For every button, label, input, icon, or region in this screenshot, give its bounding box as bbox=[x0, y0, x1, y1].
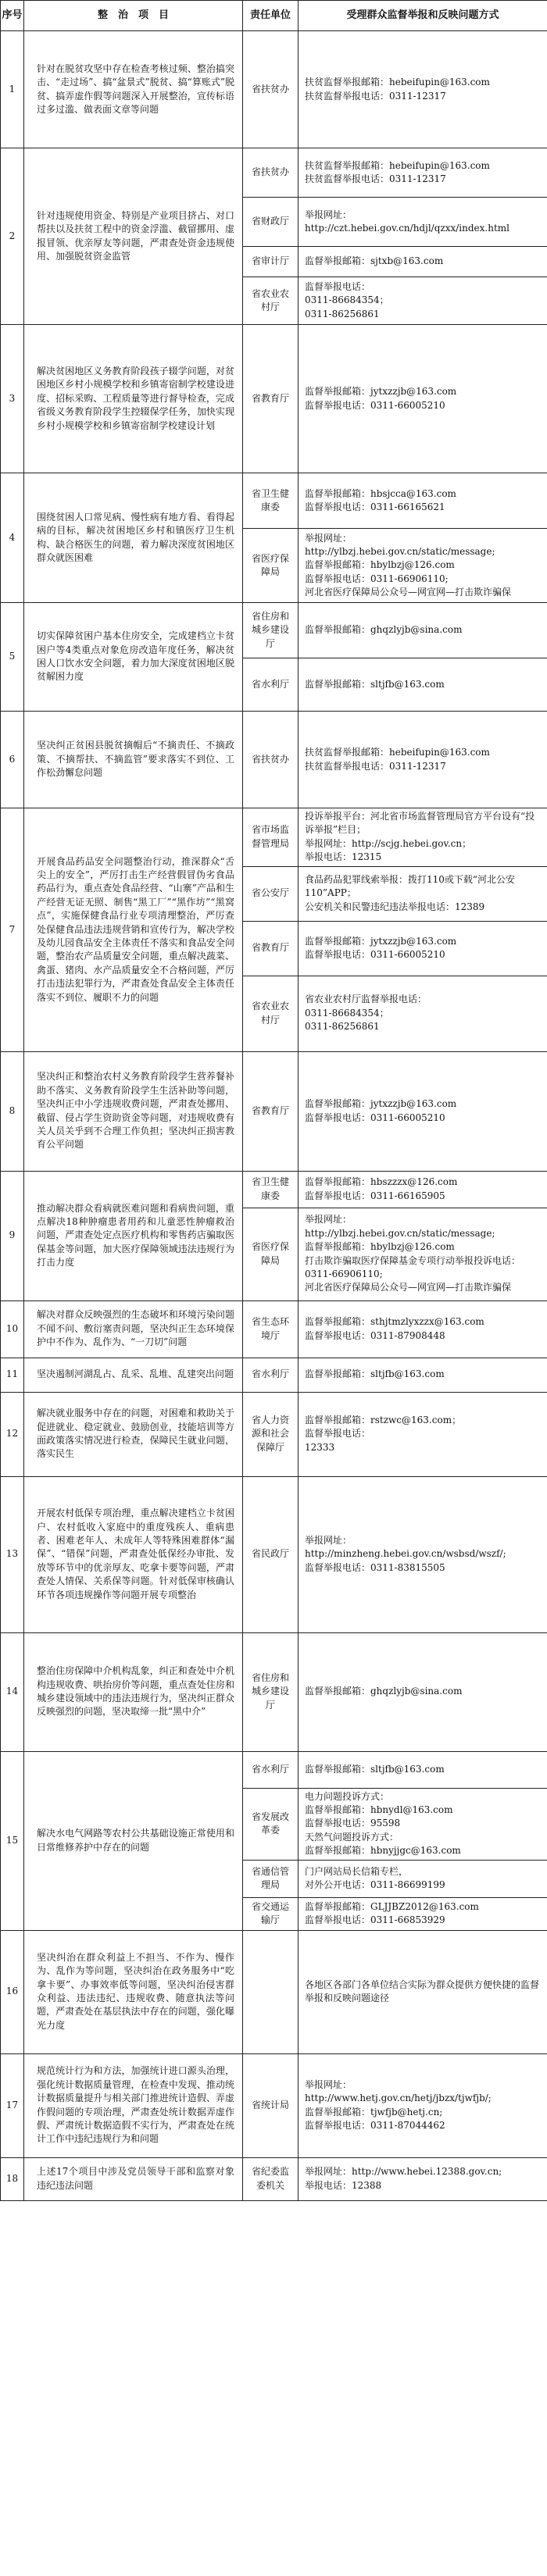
responsible-unit: 省教育厅 bbox=[243, 325, 299, 473]
report-contact bbox=[299, 2053, 547, 2157]
table-row bbox=[1, 808, 547, 867]
rectification-item: 坚决纠正贫困县脱贫摘帽后“不摘责任、不摘政策、不摘帮扶、不摘监管”要求落实不到位、工作松劲懈怠问题 bbox=[24, 712, 243, 808]
report-contact bbox=[299, 712, 547, 808]
table-row bbox=[1, 603, 547, 658]
contact-line: 监督举报电话：0311-83815505 bbox=[305, 1561, 445, 1573]
row-number: 5 bbox=[1, 603, 24, 712]
contact-line: 举报电话：12315 bbox=[305, 851, 382, 863]
rectification-item: 规范统计行为和方法，加强统计进口源头治理，强化统计数据质量管理，在检查中发现、推动统计数据质量提升与相关部门推进统计造假、弄虚作假问题的专项治理，严肃查处统计数据弄虚作假、严肃统计数据造假不实行为，严肃查处在统计工作中违纪违规行为和问题 bbox=[24, 2053, 243, 2157]
report-contact bbox=[299, 1171, 547, 1208]
rectification-item: 解决就业服务中存在的问题，对困难和救助关于促进就业、稳定就业、鼓励创业，技能培训等方面政策落实情况进行检查，保障民生就业问题，落实民生 bbox=[24, 1392, 243, 1476]
rectification-item: 解决对群众反映强烈的生态破坏和环境污染问题不闻不问、敷衍塞责问题，坚决纠正生态环境保护中不作为、乱作为、“一刀切”问题 bbox=[24, 1300, 243, 1358]
table-row bbox=[1, 1476, 547, 1632]
table-row bbox=[1, 1051, 547, 1171]
contact-line: 监督举报邮箱：GLJJBZ2012@163.com bbox=[305, 1900, 479, 1912]
table-row bbox=[1, 473, 547, 529]
contact-line: 扶贫监督举报邮箱：hebeifupin@163.com bbox=[305, 159, 490, 171]
table-row bbox=[1, 712, 547, 808]
responsible-unit: 省教育厅 bbox=[243, 921, 299, 976]
report-contact bbox=[299, 1358, 547, 1392]
rectification-item: 上述17个项目中涉及党员领导干部和监察对象违纪违法问题 bbox=[24, 2157, 243, 2200]
rectification-item: 围绕贫困人口常见病、慢性病有地方看、看得起病的目标，解决贫困地区乡村和镇医疗卫生机构、缺合格医生的问题，着力解决深度贫困地区群众就医困难 bbox=[24, 473, 243, 603]
rectification-item: 解决水电气网路等农村公共基础设施正常使用和日常维修养护中存在的问题 bbox=[24, 1751, 243, 1930]
contact-line: 监督举报电话：0311-87908448 bbox=[305, 1329, 445, 1341]
contact-line: 监督举报邮箱：jytxzzjb@163.com bbox=[305, 1098, 457, 1110]
contact-line: 天然气问题投诉方式： bbox=[305, 1831, 399, 1843]
rectification-item: 切实保障贫困户基本住房安全，完成建档立卡贫困户等4类重点对象危房改造年度任务，解决贫困人口饮水安全问题，着力加大深度贫困地区脱贫解困力度 bbox=[24, 603, 243, 712]
report-contact bbox=[299, 1930, 547, 2053]
contact-line: 0311-86684354； bbox=[305, 1007, 389, 1019]
responsible-unit bbox=[243, 1930, 299, 2053]
contact-line: 电力问题投诉方式： bbox=[305, 1790, 390, 1802]
report-contact bbox=[299, 473, 547, 529]
report-contact bbox=[299, 1788, 547, 1860]
rectification-item: 推动解决群众看病就医难问题和看病贵问题，重点解决18种肿瘤患者用药和儿童恶性肿瘤救治问题，严肃查处定点医疗机构和零售药店骗取医保基金等问题，加大医疗保障领域违法违规行为打击力度 bbox=[24, 1171, 243, 1300]
report-contact bbox=[299, 325, 547, 473]
header-no: 序号 bbox=[1, 1, 24, 31]
row-number: 10 bbox=[1, 1300, 24, 1358]
report-contact bbox=[299, 1300, 547, 1358]
contact-line: 监督举报邮箱：jytxzzjb@163.com bbox=[305, 386, 457, 398]
contact-line: 河北省医疗保障局公众号—网宣网—打击欺诈骗保 bbox=[305, 587, 512, 598]
contact-line: 监督举报邮箱：hbylbzj@126.com bbox=[305, 559, 455, 571]
contact-line: 12333 bbox=[305, 1441, 335, 1453]
table-row bbox=[1, 1632, 547, 1751]
responsible-unit: 省生态环境厅 bbox=[243, 1300, 299, 1358]
report-contact bbox=[299, 1751, 547, 1788]
contact-line: 监督举报电话：0311-66005210 bbox=[305, 949, 445, 961]
contact-line: 监督举报邮箱：hbnydl@163.com bbox=[305, 1804, 453, 1815]
row-number: 7 bbox=[1, 808, 24, 1052]
contact-line: http://minzheng.hebei.gov.cn/wsbsd/wszf/; bbox=[305, 1548, 506, 1560]
report-contact bbox=[299, 31, 547, 148]
row-number: 18 bbox=[1, 2157, 24, 2200]
contact-line: http://ylbzj.hebei.gov.cn/static/message; bbox=[305, 545, 495, 557]
row-number: 6 bbox=[1, 712, 24, 808]
header-unit: 责任单位 bbox=[243, 1, 299, 31]
contact-line: 举报网址： bbox=[305, 209, 352, 220]
contact-line: 扶贫监督举报电话：0311-12317 bbox=[305, 90, 446, 102]
contact-line: 监督举报邮箱：sjtxb@163.com bbox=[305, 255, 444, 267]
rectification-item: 坚决纠治在群众利益上不担当、不作为、慢作为、乱作为等问题，坚决纠治在政务服务中“吃拿卡要”、办事效率低等问题，坚决纠治侵害群众利益、违法违纪、违规收费、随意执法等问题，严肃查处在基层执法中存在的问题，强化曝光力度 bbox=[24, 1930, 243, 2053]
contact-line: 门户网站局长信箱专栏， bbox=[305, 1865, 409, 1877]
contact-line: 监督举报电话： bbox=[305, 280, 371, 292]
report-contact bbox=[299, 529, 547, 603]
report-contact bbox=[299, 1392, 547, 1476]
responsible-unit: 省人力资源和社会保障厅 bbox=[243, 1392, 299, 1476]
table-row bbox=[1, 1358, 547, 1392]
row-number: 9 bbox=[1, 1171, 24, 1300]
responsible-unit: 省民政厅 bbox=[243, 1476, 299, 1632]
contact-line: 扶贫监督举报邮箱：hebeifupin@163.com bbox=[305, 77, 490, 88]
rectification-item: 解决贫困地区义务教育阶段孩子辍学问题，对贫困地区乡村小规模学校和乡镇寄宿制学校建设进度、招标采购、工程质量等进行督导检查，完成省级义务教育阶段学生控辍保学任务，加快实现乡村小规模学校和乡镇寄宿制学校建设计划 bbox=[24, 325, 243, 473]
contact-line: 举报网址： bbox=[305, 1214, 352, 1226]
header-item: 整 治 项 目 bbox=[24, 1, 243, 31]
report-contact bbox=[299, 1860, 547, 1897]
report-contact bbox=[299, 658, 547, 712]
contact-line: 各地区各部门各单位结合实际为群众提供方便快捷的监督举报和反映问题途径 bbox=[305, 1978, 540, 2004]
contact-line: 0311-86256861 bbox=[305, 1021, 380, 1033]
contact-line: 监督举报电话：95598 bbox=[305, 1818, 401, 1829]
contact-line: http://www.hetj.gov.cn/hetj/jbzx/tjwfjb/; bbox=[305, 2093, 492, 2104]
header-contact: 受理群众监督举报和反映问题方式 bbox=[299, 1, 547, 31]
contact-line: 监督举报电话：0311-66165905 bbox=[305, 1190, 445, 1201]
contact-line: 监督举报邮箱：tjwfjb@hetj.cn; bbox=[305, 2106, 443, 2118]
contact-line: 河北省医疗保障局公众号—网宣网—打击欺诈骗保 bbox=[305, 1282, 512, 1293]
responsible-unit: 省扶贫办 bbox=[243, 31, 299, 148]
responsible-unit: 省公安厅 bbox=[243, 866, 299, 921]
contact-line: 举报网址：http://www.hebei.12388.gov.cn; bbox=[305, 2166, 502, 2178]
table-header-row bbox=[1, 1, 547, 31]
rectification-item: 开展农村低保专项治理，重点解决建档立卡贫困户、农村低收入家庭中的重度残疾人、重病患者、困难老年人、未成年人等特殊困难群体“漏保”、“错保”问题，严肃查处低保经办审批、发放等环节中的优亲厚友、吃拿卡要等问题，严肃查处人情保、关系保等问题。针对低保审核确认环节各项违规操作等问题开展专项整治 bbox=[24, 1476, 243, 1632]
responsible-unit: 省卫生健康委 bbox=[243, 1171, 299, 1208]
contact-line: 监督举报邮箱：ghqzlyjb@sina.com bbox=[305, 624, 463, 636]
row-number: 12 bbox=[1, 1392, 24, 1476]
responsible-unit: 省住房和城乡建设厅 bbox=[243, 1632, 299, 1751]
responsible-unit: 省农业农村厅 bbox=[243, 976, 299, 1051]
report-contact bbox=[299, 198, 547, 247]
contact-line: 举报网址： bbox=[305, 532, 352, 544]
report-contact bbox=[299, 148, 547, 198]
table-row bbox=[1, 1930, 547, 2053]
rectification-item: 坚决遏制河湖乱占、乱采、乱堆、乱建突出问题 bbox=[24, 1358, 243, 1392]
contact-line: 监督举报邮箱：hbnyjjgc@163.com bbox=[305, 1845, 461, 1857]
responsible-unit: 省交通运输厅 bbox=[243, 1897, 299, 1930]
contact-line: 监督举报电话： bbox=[305, 1428, 371, 1440]
row-number: 8 bbox=[1, 1051, 24, 1171]
report-contact bbox=[299, 277, 547, 325]
contact-line: 食品药品犯罪线索举报：拨打110或下载“河北公安110”APP； bbox=[305, 873, 516, 899]
row-number: 4 bbox=[1, 473, 24, 603]
contact-line: 打击欺诈骗取医疗保障基金专项行动举报投诉电话：0311-66906110; bbox=[305, 1254, 521, 1279]
contact-line: 监督举报电话：0311-87044462 bbox=[305, 2119, 445, 2131]
row-number: 13 bbox=[1, 1476, 24, 1632]
row-number: 14 bbox=[1, 1632, 24, 1751]
contact-line: 监督举报电话：0311-66165621 bbox=[305, 501, 445, 512]
responsible-unit: 省纪委监委机关 bbox=[243, 2157, 299, 2200]
contact-line: 举报网址：http://scjg.hebei.gov.cn； bbox=[305, 837, 472, 849]
contact-line: 监督举报邮箱：hbylbzj@126.com bbox=[305, 1241, 455, 1253]
responsible-unit: 省通信管理局 bbox=[243, 1860, 299, 1897]
contact-line: 监督举报邮箱：ghqzlyjb@sina.com bbox=[305, 1686, 463, 1697]
row-number: 16 bbox=[1, 1930, 24, 2053]
contact-line: http://czt.hebei.gov.cn/hdjl/qzxx/index.html bbox=[305, 223, 509, 234]
contact-line: 投诉举报平台：河北省市场监督管理局官方平台设有“投诉举报”栏目； bbox=[305, 811, 535, 836]
responsible-unit: 省农业农村厅 bbox=[243, 277, 299, 325]
row-number: 15 bbox=[1, 1751, 24, 1930]
responsible-unit: 省市场监督管理局 bbox=[243, 808, 299, 867]
responsible-unit: 省统计局 bbox=[243, 2053, 299, 2157]
responsible-unit: 省扶贫办 bbox=[243, 712, 299, 808]
report-contact bbox=[299, 921, 547, 976]
report-contact bbox=[299, 247, 547, 277]
table-row bbox=[1, 2157, 547, 2200]
report-contact bbox=[299, 1051, 547, 1171]
rectification-item: 针对在脱贫攻坚中存在检查考核过频、整治搞突击、“走过场”、搞“盆景式”脱贫、搞“算账式”脱贫、搞弄虚作假等问题深入开展整治，宣传标语过多过滥、做表面文章等问题 bbox=[24, 31, 243, 148]
contact-line: 监督举报邮箱：rstzwc@163.com； bbox=[305, 1414, 462, 1425]
report-contact bbox=[299, 603, 547, 658]
contact-line: 监督举报邮箱：sltjfb@163.com bbox=[305, 1368, 445, 1380]
contact-line: http://ylbzj.hebei.gov.cn/static/message; bbox=[305, 1227, 495, 1239]
contact-line: 对外公开电话：0311-86699199 bbox=[305, 1879, 445, 1891]
contact-line: 省农业农村厅监督举报电话： bbox=[305, 994, 427, 1005]
contact-line: 监督举报电话：0311-66005210 bbox=[305, 399, 445, 411]
contact-line: 监督举报邮箱：sthjtmzlyxzzx@163.com bbox=[305, 1316, 484, 1328]
row-number: 1 bbox=[1, 31, 24, 148]
responsible-unit: 省医疗保障局 bbox=[243, 529, 299, 603]
contact-line: 扶贫监督举报电话：0311-12317 bbox=[305, 760, 446, 772]
responsible-unit: 省水利厅 bbox=[243, 1751, 299, 1788]
report-contact bbox=[299, 866, 547, 921]
table-row bbox=[1, 1171, 547, 1208]
rectification-item: 坚决纠正和整治农村义务教育阶段学生营养餐补助不落实、义务教育阶段学生生活补助等问题，坚决纠正中小学违规收费问题，严肃查处挪用、截留、侵占学生资助资金等问题，对违规收费有关人员关乎到不合理工作负担；坚决纠正损害教育公平问题 bbox=[24, 1051, 243, 1171]
contact-line: 监督举报邮箱：jytxzzjb@163.com bbox=[305, 935, 457, 947]
contact-line: 0311-86256861 bbox=[305, 308, 380, 319]
report-contact bbox=[299, 1208, 547, 1300]
responsible-unit: 省扶贫办 bbox=[243, 148, 299, 198]
contact-line: 监督举报邮箱：sltjfb@163.com bbox=[305, 1763, 445, 1775]
contact-line: 监督举报电话：0311-66853929 bbox=[305, 1914, 445, 1926]
report-contact bbox=[299, 976, 547, 1051]
table-row bbox=[1, 2053, 547, 2157]
row-number: 3 bbox=[1, 325, 24, 473]
contact-line: 监督举报电话：0311-66906110; bbox=[305, 573, 449, 584]
responsible-unit: 省审计厅 bbox=[243, 247, 299, 277]
table-row bbox=[1, 1392, 547, 1476]
responsible-unit: 省卫生健康委 bbox=[243, 473, 299, 529]
report-contact bbox=[299, 2157, 547, 2200]
rectification-item: 针对违规使用资金、特别是产业项目挤占、对口帮扶以及扶贫工程中的资金浮滥、截留挪用、虚报冒领、优亲厚友等问题，严肃查处资金违规使用、加强脱贫资金监管 bbox=[24, 148, 243, 325]
row-number: 17 bbox=[1, 2053, 24, 2157]
table-row bbox=[1, 148, 547, 198]
responsible-unit: 省水利厅 bbox=[243, 658, 299, 712]
report-contact bbox=[299, 1476, 547, 1632]
report-contact bbox=[299, 1632, 547, 1751]
table-row bbox=[1, 1751, 547, 1788]
row-number: 11 bbox=[1, 1358, 24, 1392]
responsible-unit: 省发展改革委 bbox=[243, 1788, 299, 1860]
contact-line: 扶贫监督举报电话：0311-12317 bbox=[305, 173, 446, 184]
responsible-unit: 省水利厅 bbox=[243, 1358, 299, 1392]
rectification-item: 整治住房保障中介机构乱象，纠正和查处中介机构违规收费、哄抬房价等问题，重点查处住房和城乡建设领域中的违法违规行为，坚决纠正群众反映强烈的问题，坚决取缔一批“黑中介” bbox=[24, 1632, 243, 1751]
rectification-item: 开展食品药品安全问题整治行动，推深群众“舌尖上的安全”，严厉打击生产经营假冒伪劣食品药品行为，重点查处食品经营、“山寨”产品和生产经营无证无照、制售“黑工厂”“黑作坊”“黑窝点”，实施保健食品行业专项清理整治，严厉查处保健食品违法违规营销和宣传行为，解决学校及幼儿园食品安全主体责任不落实和食品安全问题，整治农产品质量安全问题，重点解决蔬菜、禽蛋、猪肉、水产品质量安全不合格问题，严厉打击违法犯罪行为，严肃查处食品安全主体责任落实不到位、履职不力的问题 bbox=[24, 808, 243, 1052]
report-contact bbox=[299, 1897, 547, 1930]
contact-line: 举报网址： bbox=[305, 1534, 352, 1546]
responsible-unit: 省住房和城乡建设厅 bbox=[243, 603, 299, 658]
contact-line: 公安机关和民警违纪违法举报电话：12389 bbox=[305, 901, 485, 912]
table-row bbox=[1, 325, 547, 473]
contact-line: 0311-86684354； bbox=[305, 294, 389, 306]
responsible-unit: 省教育厅 bbox=[243, 1051, 299, 1171]
table-row bbox=[1, 31, 547, 148]
contact-line: 监督举报邮箱：sltjfb@163.com bbox=[305, 678, 445, 690]
responsible-unit: 省医疗保障局 bbox=[243, 1208, 299, 1300]
contact-line: 举报网址： bbox=[305, 2078, 352, 2090]
table-body bbox=[1, 31, 547, 2201]
contact-line: 监督举报邮箱：hbsjcca@163.com bbox=[305, 487, 456, 499]
row-number: 2 bbox=[1, 148, 24, 325]
table-row bbox=[1, 1300, 547, 1358]
contact-line: 监督举报邮箱：hbszzzx@126.com bbox=[305, 1176, 458, 1188]
contact-line: 监督举报电话：0311-66005210 bbox=[305, 1111, 445, 1123]
contact-line: 举报电话：12388 bbox=[305, 2179, 382, 2191]
contact-line: 扶贫监督举报邮箱：hebeifupin@163.com bbox=[305, 747, 490, 758]
responsible-unit: 省财政厅 bbox=[243, 198, 299, 247]
report-contact bbox=[299, 808, 547, 867]
